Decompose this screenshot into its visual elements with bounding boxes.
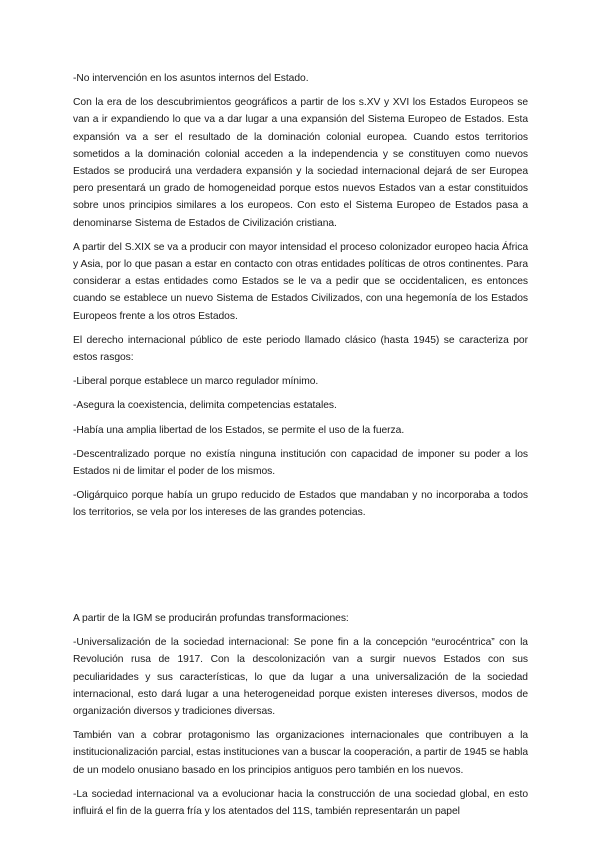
paragraph-universalization: -Universalización de la sociedad internacional: Se pone fin a la concepción “eurocéntrica” con la Revolución rusa de 1917. Con la descolonización van a surgir nuevos Estados con sus peculiaridades y sus características, lo que da lugar a una universalización de la sociedad internacional, esto dará lugar a una heterogeneidad porque existen intereses diversos, modos de organización diversos y tradiciones diversas. <box>73 637 528 718</box>
paragraph-discoveries: Con la era de los descubrimientos geográficos a partir de los s.XV y XVI los Estados Europeos se van a ir expandiendo lo que va a dar lugar a una expansión del Sistema Europeo de Estados. Esta expansión va a ser el resultado de la dominación colonial europea. Cuando estos territorios sometidos a la dominación colonial acceden a la independencia y se constituyen como nuevos Estados se producirá una verdadera expansión y la sociedad internacional dejará de ser Europea pero presentará un grado de homogeneidad porque estos nuevos Estados van a estar constituidos sobre unos principios similares a los europeos. Con esto el Sistema Europeo de Estados pasa a denominarse Sistema de Estados de Civilización cristiana. <box>73 97 528 229</box>
paragraph-igm-intro: A partir de la IGM se producirán profundas transformaciones: <box>73 613 349 624</box>
bullet-use-of-force: -Había una amplia libertad de los Estados, se permite el uso de la fuerza. <box>73 424 405 436</box>
section-classic-law <box>73 70 528 529</box>
paragraph-global-society: -La sociedad internacional va a evolucionar hacia la construcción de una sociedad global, en esto influirá el fin de la guerra fría y los atentados del 11S, también representarán un papel <box>73 788 528 818</box>
paragraph-international-organizations: También van a cobrar protagonismo las organizaciones internacionales que contribuyen a la institucionalización parcial, estas instituciones van a buscar la cooperación, a partir de 1945 se habla de un modelo onusiano basado en los principios antiguos pero también en los nuevos. <box>73 730 528 776</box>
bullet-liberal: -Liberal porque establece un marco regulador mínimo. <box>73 376 319 388</box>
section-post-war <box>73 610 528 827</box>
bullet-coexistence: -Asegura la coexistencia, delimita competencias estatales. <box>73 400 337 412</box>
paragraph-non-intervention: -No intervención en los asuntos internos del Estado. <box>73 73 309 84</box>
paragraph-classic-features-intro: El derecho internacional público de este periodo llamado clásico (hasta 1945) se caracteriza por estos rasgos: <box>73 334 528 364</box>
paragraph-xix-century: A partir del S.XIX se va a producir con mayor intensidad el proceso colonizador europeo hacia África y Asia, por lo que pasan a estar en contacto con otras entidades políticas de otros continentes. Para considerar a estas entidades como Estados se le va a pedir que se occidentalicen, es entonces cuando se establece un nuevo Sistema de Estados Civilizados, con una hegemonía de los Estados Europeos frente a los otros Estados. <box>73 241 528 322</box>
bullet-oligarchic: -Oligárquico porque había un grupo reducido de Estados que mandaban y no incorporaba a todos los territorios, se vela por los intereses de las grandes potencias. <box>73 490 528 519</box>
bullet-decentralized: -Descentralizado porque no existía ninguna institución con capacidad de imponer su poder a los Estados ni de limitar el poder de los mismos. <box>73 448 528 478</box>
